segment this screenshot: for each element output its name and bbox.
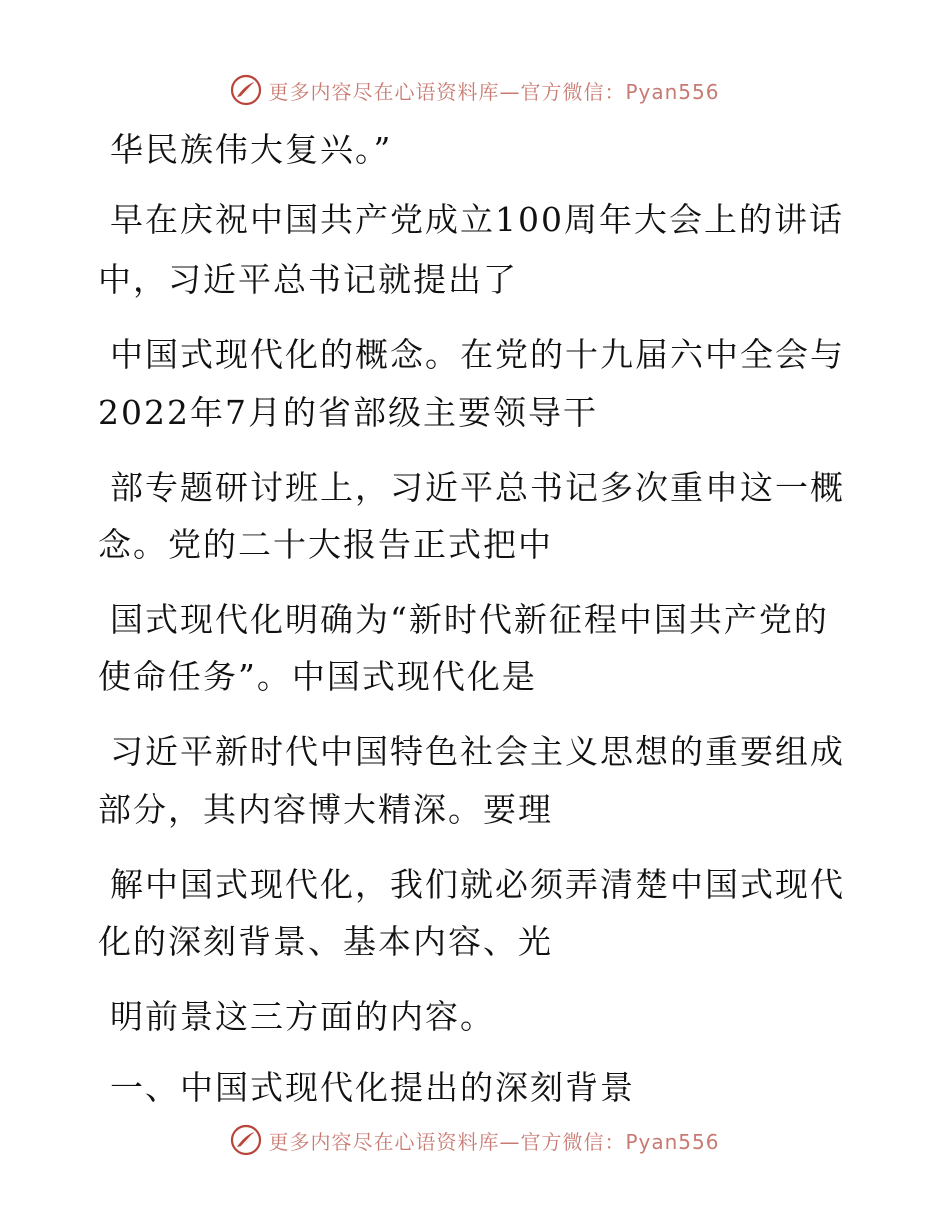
body-line: 国式现代化明确为“新时代新征程中国共产党的 — [110, 600, 829, 639]
body-line: 华民族伟大复兴。” — [110, 130, 393, 169]
section-heading: 一、中国式现代化提出的深刻背景 — [110, 1068, 635, 1107]
body-line: 解中国式现代化，我们就必须弄清楚中国式现代 — [110, 865, 845, 904]
watermark-text: 更多内容尽在心语资料库—官方微信：Pyan556 — [268, 1129, 720, 1154]
body-line: 2022年7月的省部级主要领导干 — [98, 393, 598, 432]
body-line: 部分，其内容博大精深。要理 — [98, 790, 553, 829]
body-line: 早在庆祝中国共产党成立100周年大会上的讲话 — [110, 200, 844, 239]
body-line: 习近平新时代中国特色社会主义思想的重要组成 — [110, 732, 845, 771]
watermark-text: 更多内容尽在心语资料库—官方微信：Pyan556 — [268, 79, 720, 104]
body-line: 部专题研讨班上，习近平总书记多次重申这一概 — [110, 468, 845, 507]
body-line: 使命任务”。中国式现代化是 — [98, 657, 537, 696]
body-line: 化的深刻背景、基本内容、光 — [98, 922, 553, 961]
watermark-banner-bottom — [0, 1120, 950, 1160]
body-line: 中国式现代化的概念。在党的十九届六中全会与 — [110, 335, 845, 374]
watermark-banner-top — [0, 70, 950, 110]
body-line: 中，习近平总书记就提出了 — [98, 260, 518, 299]
body-line: 明前景这三方面的内容。 — [110, 997, 495, 1036]
pen-seal-icon — [230, 1124, 262, 1156]
pen-seal-icon — [230, 74, 262, 106]
body-line: 念。党的二十大报告正式把中 — [98, 525, 553, 564]
